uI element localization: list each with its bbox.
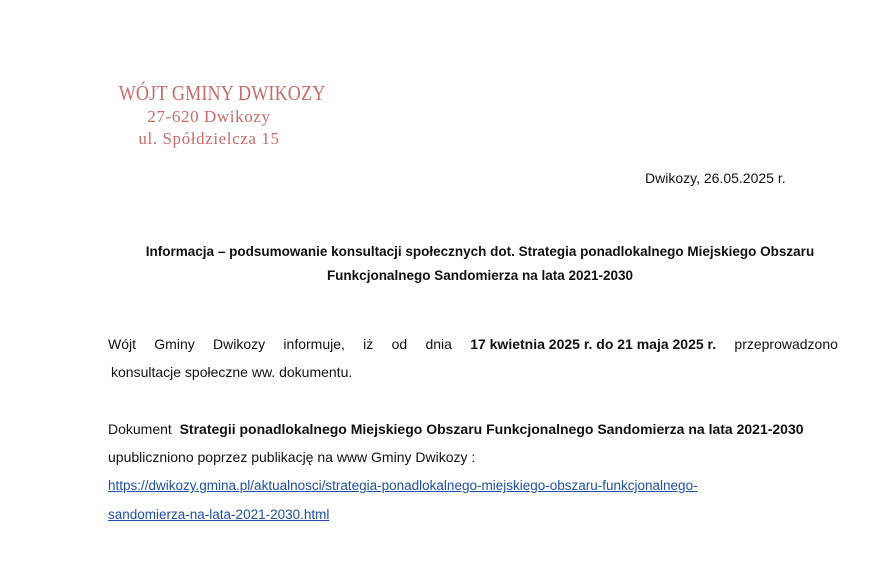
document-prefix: Dokument bbox=[108, 421, 172, 437]
paragraph-2-line-2: upubliczniono poprzez publikację na www Gminy Dwikozy : bbox=[108, 449, 476, 465]
consultation-date-range: 17 kwietnia 2025 r. do 21 maja 2025 r. bbox=[470, 336, 717, 352]
heading-line-2: Funkcjonalnego Sandomierza na lata 2021-2030 bbox=[326, 268, 634, 283]
word: przeprowadzono bbox=[734, 336, 838, 352]
stamp-title: WÓJT GMINY DWIKOZY bbox=[118, 81, 326, 105]
publication-link-part-2[interactable]: sandomierza-na-lata-2021-2030.html bbox=[108, 507, 330, 522]
word: informuje, bbox=[283, 336, 345, 352]
paragraph-1-line-1 bbox=[108, 330, 838, 358]
publication-link-line-1[interactable] bbox=[108, 471, 804, 500]
word: Dwikozy bbox=[213, 336, 266, 352]
stamp-street-address: ul. Spółdzielcza 15 bbox=[138, 129, 280, 148]
document-name: Strategii ponadlokalnego Miejskiego Obszaru Funkcjonalnego Sandomierza na lata 2021-2030 bbox=[179, 421, 804, 437]
publication-link-part-1[interactable]: https://dwikozy.gmina.pl/aktualnosci/strategia-ponadlokalnego-miejskiego-obszaru-funkcjonalnego- bbox=[108, 478, 698, 493]
official-stamp bbox=[104, 80, 326, 150]
word: Wójt bbox=[108, 336, 136, 352]
paragraph-1-line-2: konsultacje społeczne ww. dokumentu. bbox=[111, 364, 353, 380]
heading-line-1: Informacja – podsumowanie konsultacji społecznych dot. Strategia ponadlokalnego Miejskiego Obszaru bbox=[145, 244, 815, 259]
document-heading bbox=[100, 240, 860, 288]
word: Gminy bbox=[154, 336, 195, 352]
paragraph-publication-info bbox=[108, 415, 804, 529]
paragraph-2-line-1 bbox=[108, 415, 804, 443]
word: dnia bbox=[425, 336, 452, 352]
place-and-date: Dwikozy, 26.05.2025 r. bbox=[645, 170, 786, 186]
publication-link-line-2[interactable] bbox=[108, 500, 804, 529]
word: od bbox=[391, 336, 408, 352]
word: iż bbox=[363, 336, 374, 352]
stamp-postal-address: 27-620 Dwikozy bbox=[147, 107, 271, 126]
paragraph-consultation-info bbox=[108, 330, 838, 386]
